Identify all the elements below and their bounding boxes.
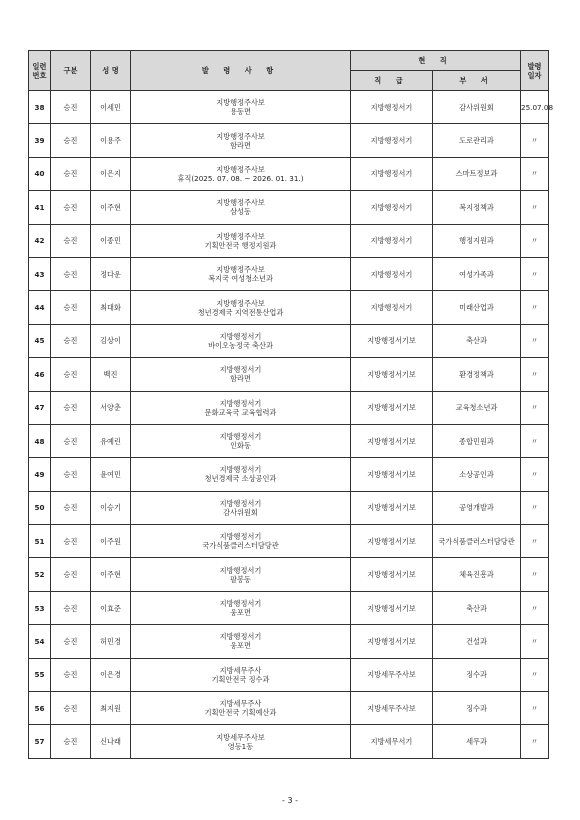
order-assignment: 청년경제국 소상공인과	[204, 474, 277, 484]
cell-kind: 승진	[51, 391, 91, 424]
cell-name: 김상이	[91, 324, 131, 357]
cell-grade: 지방행정서기보	[351, 558, 433, 591]
cell-order	[131, 324, 351, 357]
table-row	[29, 458, 549, 491]
cell-serial-number: 54	[29, 625, 51, 658]
header-kind: 구분	[51, 51, 91, 91]
cell-kind: 승진	[51, 358, 91, 391]
cell-department: 소상공인과	[433, 458, 521, 491]
cell-issue-date: 〃	[521, 257, 549, 290]
cell-issue-date: 〃	[521, 358, 549, 391]
order-assignment: 기획안전국 징수과	[211, 674, 270, 684]
cell-grade: 지방행정서기	[351, 291, 433, 324]
cell-issue-date: 〃	[521, 324, 549, 357]
cell-name: 유예린	[91, 424, 131, 457]
table-row	[29, 257, 549, 290]
cell-issue-date: 〃	[521, 625, 549, 658]
table-row	[29, 391, 549, 424]
cell-name: 최대화	[91, 291, 131, 324]
cell-department: 환경정책과	[433, 358, 521, 391]
cell-grade: 지방행정서기보	[351, 525, 433, 558]
cell-kind: 승진	[51, 157, 91, 190]
cell-department: 축산과	[433, 591, 521, 624]
table-row	[29, 558, 549, 591]
cell-grade: 지방행정서기보	[351, 391, 433, 424]
cell-order	[131, 124, 351, 157]
cell-department: 교육청소년과	[433, 391, 521, 424]
cell-issue-date: 〃	[521, 291, 549, 324]
cell-issue-date: 25.07.08	[521, 91, 549, 124]
order-rank: 지방행정서기	[219, 599, 262, 609]
cell-department: 세무과	[433, 725, 521, 758]
cell-kind: 승진	[51, 291, 91, 324]
cell-order	[131, 692, 351, 725]
order-assignment: 국가식품클러스터담당관	[202, 541, 279, 551]
cell-order	[131, 224, 351, 257]
order-assignment: 휴직(2025. 07. 08. ~ 2026. 01. 31.)	[177, 173, 304, 183]
order-rank: 지방행정주사보	[216, 198, 265, 208]
cell-issue-date: 〃	[521, 458, 549, 491]
cell-issue-date: 〃	[521, 224, 549, 257]
header-issue-date: 발령 일자	[521, 51, 549, 91]
order-rank: 지방행정주사보	[216, 265, 265, 275]
cell-department: 종합민원과	[433, 424, 521, 457]
order-assignment: 문화교육국 교육협력과	[204, 407, 277, 417]
cell-serial-number: 47	[29, 391, 51, 424]
cell-order	[131, 591, 351, 624]
cell-name: 최지원	[91, 692, 131, 725]
cell-department: 국가식품클러스터담당관	[433, 525, 521, 558]
table-row	[29, 692, 549, 725]
cell-issue-date: 〃	[521, 658, 549, 691]
cell-serial-number: 53	[29, 591, 51, 624]
cell-order	[131, 257, 351, 290]
cell-department: 감사위원회	[433, 91, 521, 124]
cell-order	[131, 458, 351, 491]
cell-grade: 지방행정서기보	[351, 358, 433, 391]
cell-order	[131, 91, 351, 124]
order-assignment: 삼성동	[230, 207, 251, 217]
cell-department: 징수과	[433, 692, 521, 725]
header-name: 성 명	[91, 51, 131, 91]
header-grade: 직 급	[351, 71, 433, 91]
cell-order	[131, 491, 351, 524]
order-rank: 지방행정주사보	[216, 164, 265, 174]
cell-name: 이용주	[91, 124, 131, 157]
cell-issue-date: 〃	[521, 491, 549, 524]
order-assignment: 웅포면	[230, 641, 251, 651]
cell-grade: 지방행정서기	[351, 157, 433, 190]
cell-kind: 승진	[51, 658, 91, 691]
table-row	[29, 625, 549, 658]
cell-issue-date: 〃	[521, 424, 549, 457]
cell-order	[131, 358, 351, 391]
cell-kind: 승진	[51, 191, 91, 224]
order-rank: 지방행정서기	[219, 432, 262, 442]
order-assignment: 감사위원회	[223, 507, 258, 517]
order-assignment: 기획안전국 기획예산과	[204, 708, 277, 718]
cell-grade: 지방행정서기	[351, 91, 433, 124]
order-rank: 지방행정서기	[219, 498, 262, 508]
header-current-position: 현 직	[351, 51, 521, 71]
cell-order	[131, 291, 351, 324]
cell-kind: 승진	[51, 91, 91, 124]
order-assignment: 웅포면	[230, 608, 251, 618]
cell-grade: 지방행정서기	[351, 124, 433, 157]
order-rank: 지방행정서기	[219, 331, 262, 341]
cell-kind: 승진	[51, 525, 91, 558]
table-row	[29, 91, 549, 124]
order-rank: 지방행정서기	[219, 398, 262, 408]
order-assignment: 바이오농정국 축산과	[208, 340, 273, 350]
cell-serial-number: 56	[29, 692, 51, 725]
table-body	[29, 91, 554, 759]
cell-grade: 지방행정서기보	[351, 458, 433, 491]
table-row	[29, 525, 549, 558]
cell-kind: 승진	[51, 558, 91, 591]
cell-order	[131, 625, 351, 658]
cell-serial-number: 43	[29, 257, 51, 290]
table-row	[29, 658, 549, 691]
cell-serial-number: 41	[29, 191, 51, 224]
cell-serial-number: 49	[29, 458, 51, 491]
cell-serial-number: 57	[29, 725, 51, 758]
order-rank: 지방행정주사보	[216, 98, 265, 108]
cell-department: 공영개발과	[433, 491, 521, 524]
cell-serial-number: 50	[29, 491, 51, 524]
cell-issue-date: 〃	[521, 725, 549, 758]
table-row	[29, 725, 549, 758]
cell-name: 이은지	[91, 157, 131, 190]
cell-issue-date: 〃	[521, 525, 549, 558]
cell-kind: 승진	[51, 591, 91, 624]
order-assignment: 영등1동	[227, 741, 254, 751]
cell-name: 백진	[91, 358, 131, 391]
order-rank: 지방세무주사보	[216, 732, 265, 742]
cell-order	[131, 725, 351, 758]
page-number: - 3 -	[282, 796, 298, 805]
cell-serial-number: 51	[29, 525, 51, 558]
order-assignment: 인화동	[230, 441, 251, 451]
cell-serial-number: 38	[29, 91, 51, 124]
table-row	[29, 324, 549, 357]
cell-kind: 승진	[51, 458, 91, 491]
order-assignment: 팔봉동	[230, 574, 251, 584]
cell-name: 이효준	[91, 591, 131, 624]
cell-grade: 지방세무주사보	[351, 692, 433, 725]
cell-kind: 승진	[51, 324, 91, 357]
cell-name: 이주원	[91, 525, 131, 558]
cell-kind: 승진	[51, 424, 91, 457]
cell-order	[131, 658, 351, 691]
order-assignment: 복지국 여성청소년과	[208, 274, 273, 284]
cell-serial-number: 39	[29, 124, 51, 157]
cell-issue-date: 〃	[521, 124, 549, 157]
cell-order	[131, 558, 351, 591]
cell-grade: 지방행정서기보	[351, 491, 433, 524]
cell-department: 도로관리과	[433, 124, 521, 157]
cell-department: 행정지원과	[433, 224, 521, 257]
cell-name: 이주현	[91, 191, 131, 224]
cell-department: 건설과	[433, 625, 521, 658]
cell-order	[131, 525, 351, 558]
order-assignment: 함라면	[230, 374, 251, 384]
personnel-table	[28, 50, 554, 759]
cell-grade: 지방행정서기	[351, 191, 433, 224]
cell-order	[131, 157, 351, 190]
order-assignment: 청년경제국 지역전통산업과	[197, 307, 284, 317]
cell-grade: 지방세무서기	[351, 725, 433, 758]
cell-issue-date: 〃	[521, 558, 549, 591]
cell-grade: 지방행정서기보	[351, 591, 433, 624]
cell-serial-number: 44	[29, 291, 51, 324]
header-department: 부 서	[433, 71, 521, 91]
order-rank: 지방세무주사	[219, 665, 262, 675]
order-assignment: 용동면	[230, 107, 251, 117]
cell-name: 허민경	[91, 625, 131, 658]
header-order: 발 령 사 항	[131, 51, 351, 91]
cell-department: 체육진흥과	[433, 558, 521, 591]
cell-kind: 승진	[51, 625, 91, 658]
order-rank: 지방세무주사	[219, 699, 262, 709]
cell-department: 복지정책과	[433, 191, 521, 224]
cell-grade: 지방행정서기보	[351, 424, 433, 457]
cell-department: 축산과	[433, 324, 521, 357]
cell-department: 스마트정보과	[433, 157, 521, 190]
cell-department: 여성가족과	[433, 257, 521, 290]
cell-order	[131, 191, 351, 224]
cell-serial-number: 55	[29, 658, 51, 691]
order-rank: 지방행정서기	[219, 532, 262, 542]
cell-name: 서양춘	[91, 391, 131, 424]
cell-grade: 지방행정서기보	[351, 625, 433, 658]
cell-serial-number: 48	[29, 424, 51, 457]
order-rank: 지방행정서기	[219, 465, 262, 475]
cell-issue-date: 〃	[521, 692, 549, 725]
cell-kind: 승진	[51, 692, 91, 725]
cell-name: 윤여민	[91, 458, 131, 491]
table-row	[29, 491, 549, 524]
cell-order	[131, 391, 351, 424]
cell-issue-date: 〃	[521, 391, 549, 424]
cell-grade: 지방행정서기보	[351, 324, 433, 357]
table-row	[29, 591, 549, 624]
table-row	[29, 191, 549, 224]
cell-grade: 지방행정서기	[351, 257, 433, 290]
table-row	[29, 358, 549, 391]
cell-name: 이은경	[91, 658, 131, 691]
cell-kind: 승진	[51, 257, 91, 290]
order-assignment: 기획안전국 행정지원과	[204, 240, 277, 250]
table-row	[29, 291, 549, 324]
order-rank: 지방행정주사보	[216, 131, 265, 141]
cell-issue-date: 〃	[521, 591, 549, 624]
cell-issue-date: 〃	[521, 191, 549, 224]
cell-grade: 지방행정서기	[351, 224, 433, 257]
table-row	[29, 157, 549, 190]
cell-serial-number: 45	[29, 324, 51, 357]
order-rank: 지방행정서기	[219, 565, 262, 575]
cell-name: 신나래	[91, 725, 131, 758]
cell-department: 미래산업과	[433, 291, 521, 324]
header-serial-number: 일련 번호	[29, 51, 51, 91]
cell-order	[131, 424, 351, 457]
cell-name: 이종민	[91, 224, 131, 257]
order-rank: 지방행정주사보	[216, 298, 265, 308]
cell-issue-date: 〃	[521, 157, 549, 190]
cell-name: 이승기	[91, 491, 131, 524]
table-row	[29, 424, 549, 457]
order-rank: 지방행정서기	[219, 632, 262, 642]
cell-kind: 승진	[51, 224, 91, 257]
cell-kind: 승진	[51, 725, 91, 758]
order-rank: 지방행정서기	[219, 365, 262, 375]
cell-name: 이세민	[91, 91, 131, 124]
cell-grade: 지방세무주사보	[351, 658, 433, 691]
cell-kind: 승진	[51, 124, 91, 157]
order-assignment: 함라면	[230, 140, 251, 150]
cell-serial-number: 46	[29, 358, 51, 391]
order-rank: 지방행정주사보	[216, 231, 265, 241]
cell-department: 징수과	[433, 658, 521, 691]
table-row	[29, 224, 549, 257]
cell-serial-number: 52	[29, 558, 51, 591]
table-row	[29, 124, 549, 157]
cell-serial-number: 42	[29, 224, 51, 257]
cell-serial-number: 40	[29, 157, 51, 190]
cell-name: 정다운	[91, 257, 131, 290]
cell-name: 이주현	[91, 558, 131, 591]
cell-kind: 승진	[51, 491, 91, 524]
